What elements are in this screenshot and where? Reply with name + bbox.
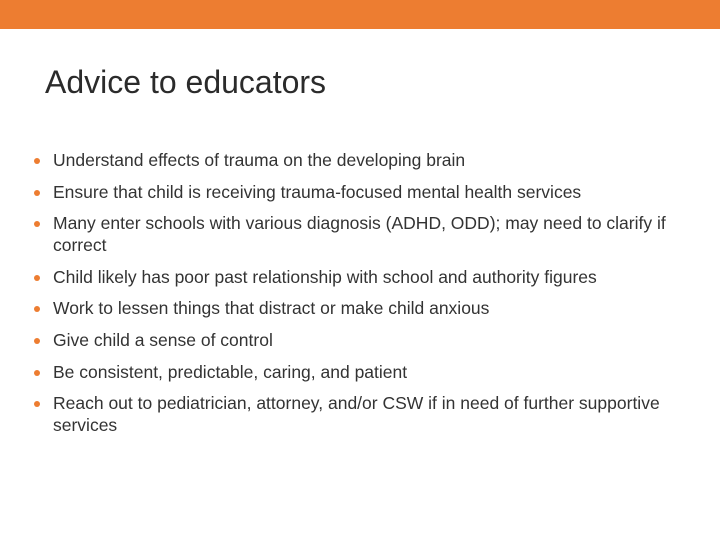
bullet-text: Ensure that child is receiving trauma-focused mental health services (53, 181, 582, 202)
bullet-item (34, 297, 694, 319)
bullet-dot-icon (34, 338, 40, 344)
bullet-dot-icon (34, 221, 40, 227)
bullet-item (34, 266, 694, 288)
bullet-dot-icon (34, 306, 40, 312)
bullet-item (34, 149, 694, 171)
bullet-text: Understand effects of trauma on the developing brain (53, 150, 466, 170)
bullet-dot-icon (34, 190, 40, 196)
bullet-item (34, 329, 694, 351)
bullet-item (34, 392, 694, 436)
accent-top-bar (0, 0, 720, 29)
bullet-text: Reach out to pediatrician, attorney, and/or CSW if in need of further supportive services (53, 393, 660, 436)
bullet-item (34, 212, 694, 256)
slide-title: Advice to educators (45, 64, 327, 100)
bullet-dot-icon (34, 370, 40, 376)
bullet-dot-icon (34, 158, 40, 164)
bullet-item (34, 181, 694, 203)
bullet-text: Work to lessen things that distract or make child anxious (53, 298, 490, 319)
bullet-item (34, 361, 694, 383)
bullet-dot-icon (34, 401, 40, 407)
bullet-text: Give child a sense of control (53, 329, 273, 350)
bullet-dot-icon (34, 275, 40, 281)
bullet-text: Many enter schools with various diagnosis (ADHD, ODD); may need to clarify if correct (53, 213, 666, 256)
bullet-list (34, 149, 694, 446)
bullet-text: Child likely has poor past relationship with school and authority figures (53, 266, 597, 287)
bullet-text: Be consistent, predictable, caring, and patient (53, 361, 408, 382)
